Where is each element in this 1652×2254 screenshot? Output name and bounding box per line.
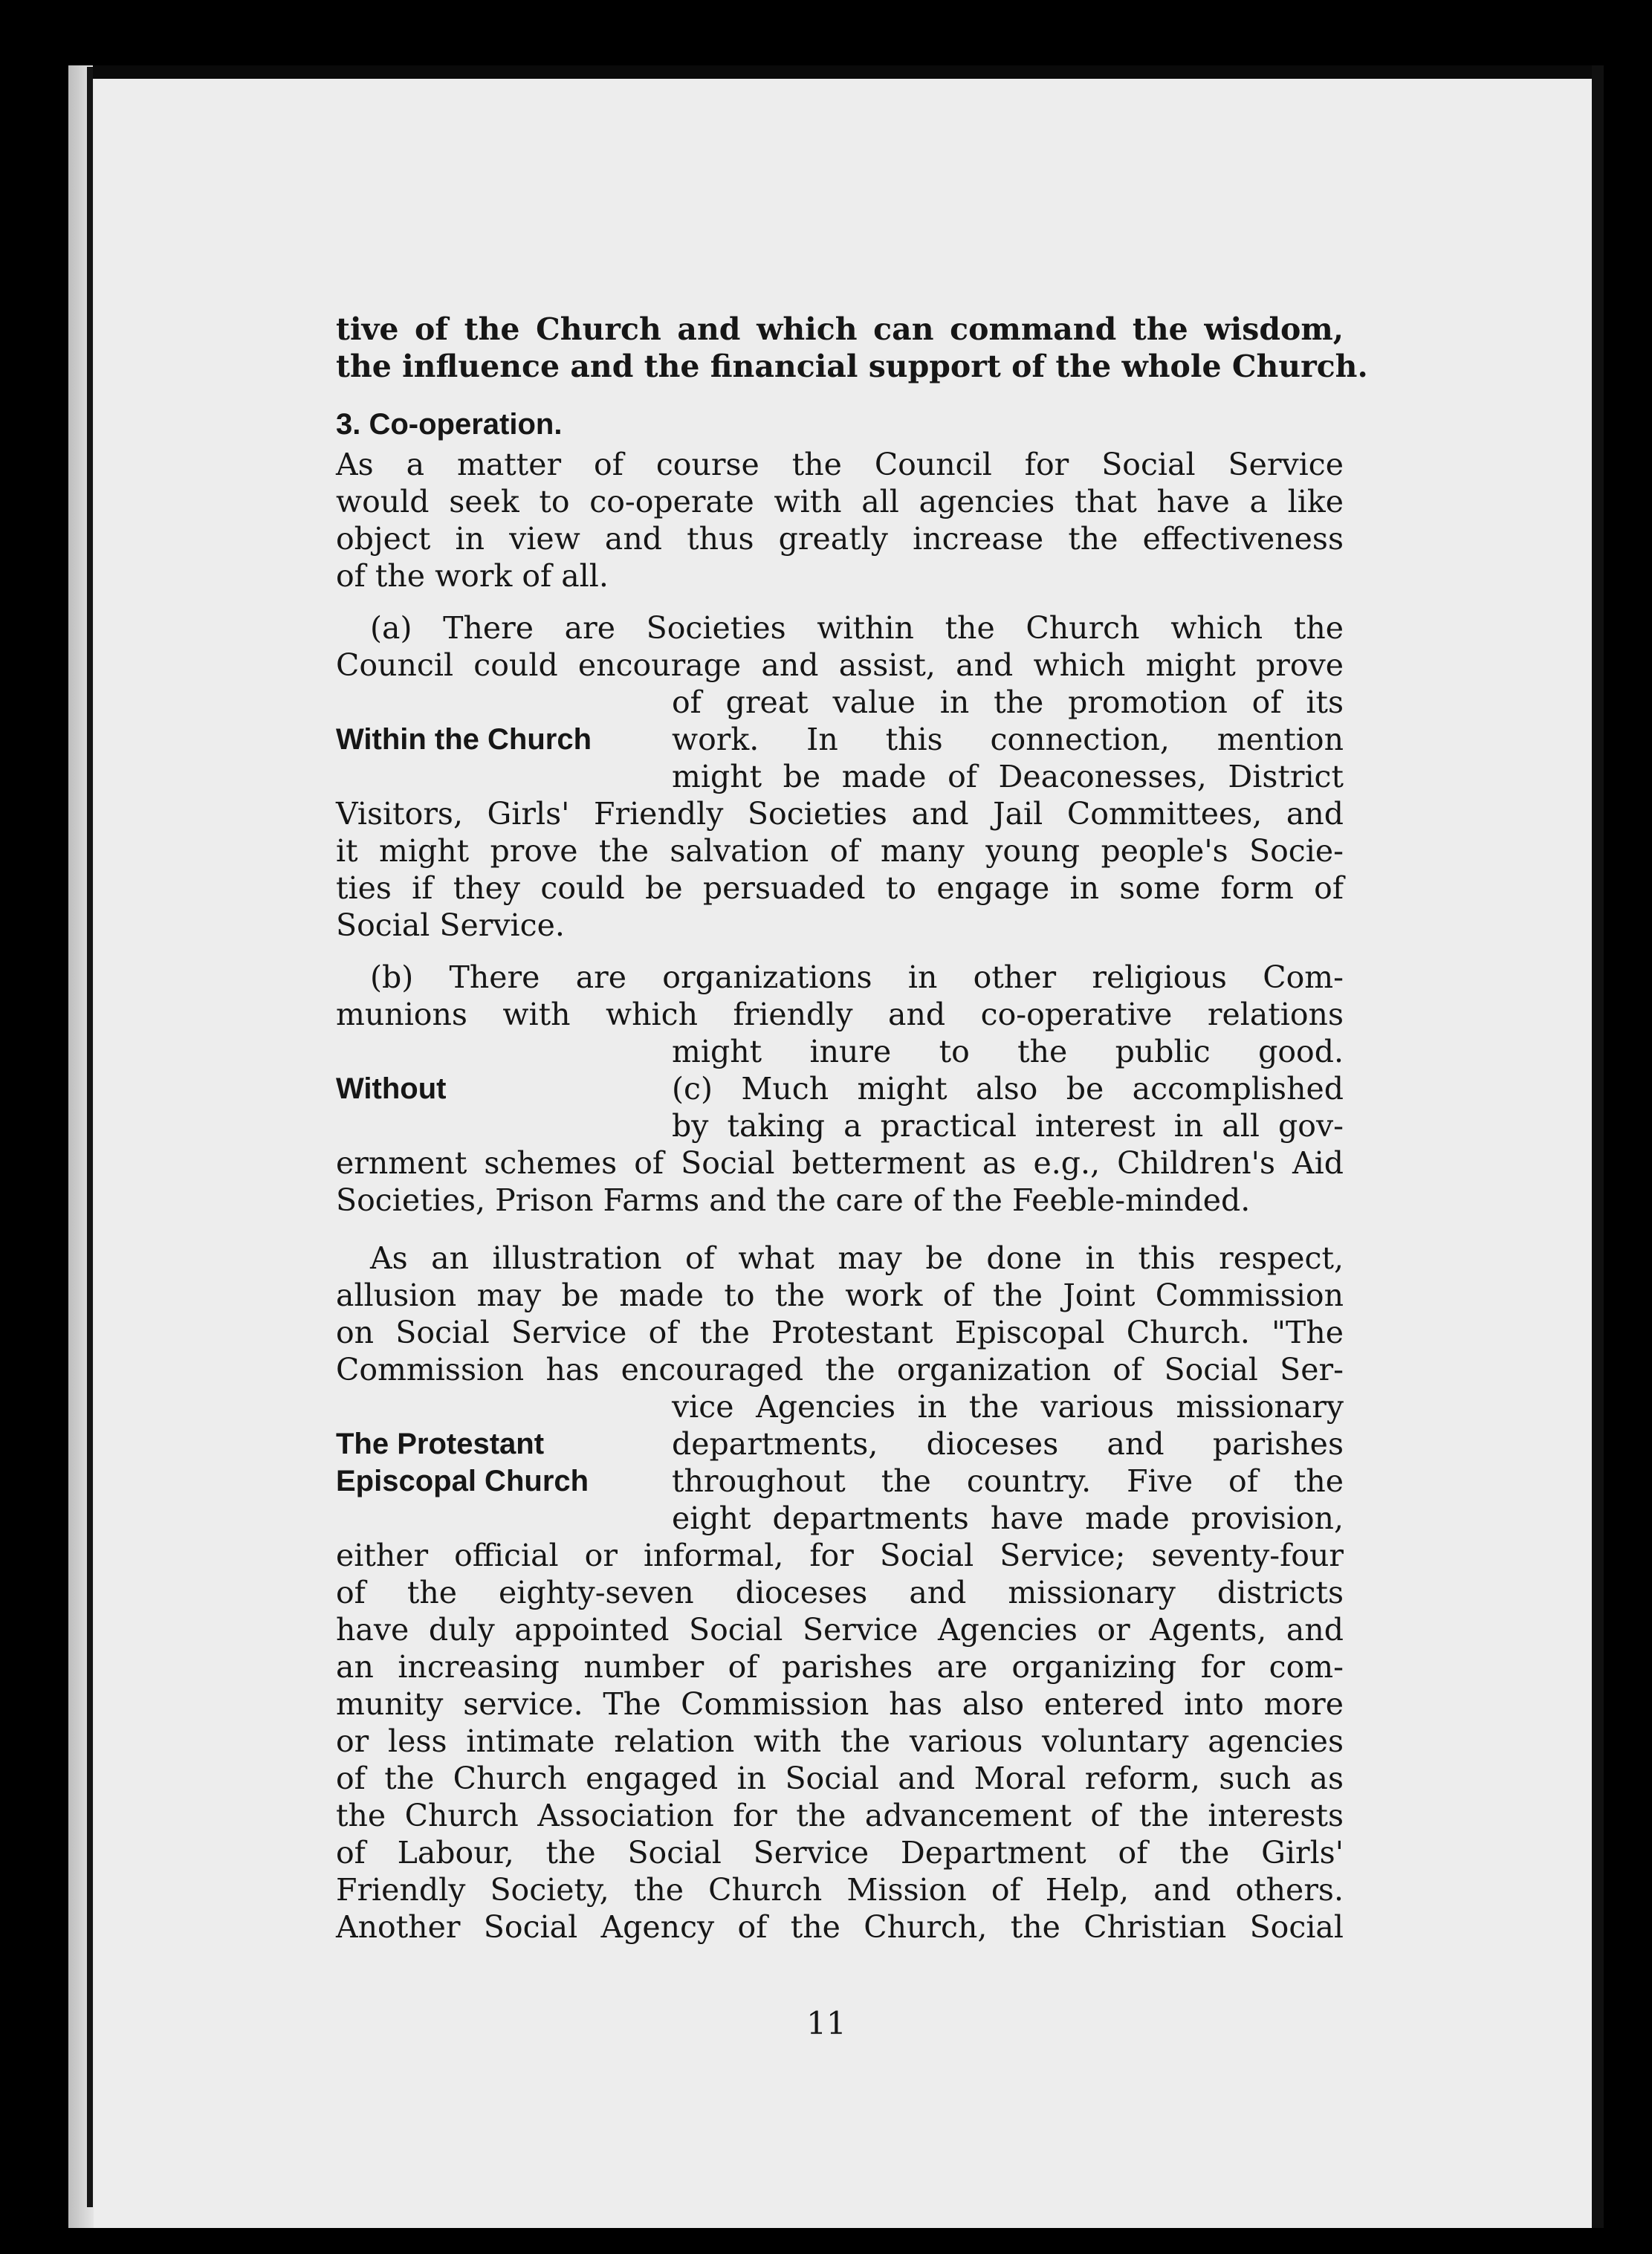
text-line: vice Agencies in the various missionary <box>672 1389 1344 1425</box>
text-line: work. In this connection, mention <box>672 722 1344 757</box>
text-line: of the work of all. <box>336 558 609 594</box>
text-line: (b) There are organizations in other religious Com- <box>370 959 1344 995</box>
margin-note-episcopal: Episcopal Church <box>336 1465 589 1497</box>
paragraph-b <box>336 959 1344 1219</box>
margin-note-row <box>336 1033 1344 1144</box>
text-line: or less intimate relation with the various voluntary agencies <box>336 1723 1344 1759</box>
text-line: ties if they could be persuaded to engage in some form of <box>336 870 1344 906</box>
text-line: Council could encourage and assist, and which might prove <box>336 647 1344 683</box>
text-line: Friendly Society, the Church Mission of Help, and others. <box>336 1872 1344 1908</box>
margin-note-without: Without <box>336 1072 447 1105</box>
paragraph-continuation <box>336 311 1368 385</box>
text-line: object in view and thus greatly increase the effectiveness <box>336 521 1344 557</box>
scan-top-border <box>93 65 1604 79</box>
margin-note-column <box>336 684 672 758</box>
text-line: eight departments have made provision, <box>672 1500 1344 1536</box>
margin-note-column <box>336 1033 672 1107</box>
margin-note-column <box>336 1388 672 1500</box>
text-line: (a) There are Societies within the Church which the <box>370 610 1344 646</box>
text-line: Commission has encouraged the organization of Social Ser- <box>336 1352 1344 1387</box>
text-line: might be made of Deaconesses, District <box>672 759 1344 794</box>
margin-note-protestant: The Protestant <box>336 1428 545 1460</box>
side-text <box>672 1388 1344 1537</box>
text-line: allusion may be made to the work of the Joint Commission <box>336 1277 1344 1313</box>
text-line: might inure to the public good. <box>672 1034 1344 1069</box>
text-line: would seek to co-operate with all agencies that have a like <box>336 484 1344 519</box>
margin-note-within-church: Within the Church <box>336 723 592 756</box>
text-line: have duly appointed Social Service Agencies or Agents, and <box>336 1612 1344 1648</box>
text-line: tive of the Church and which can command the wisdom, <box>336 311 1344 347</box>
text-line: As a matter of course the Council for Social Service <box>336 447 1344 482</box>
side-text <box>672 684 1344 795</box>
margin-note-row <box>336 684 1344 795</box>
text-line: Social Service. <box>336 907 565 943</box>
margin-note-row <box>336 1388 1344 1537</box>
text-line: an increasing number of parishes are organizing for com- <box>336 1649 1344 1685</box>
page-number: 11 <box>806 2005 846 2041</box>
text-line: by taking a practical interest in all gov- <box>672 1108 1344 1144</box>
text-line: As an illustration of what may be done in this respect, <box>370 1240 1344 1276</box>
text-line: of the Church engaged in Social and Moral reform, such as <box>336 1761 1344 1796</box>
text-line: of the eighty-seven dioceses and missionary districts <box>336 1575 1344 1610</box>
text-line: Societies, Prison Farms and the care of the Feeble-minded. <box>336 1182 1251 1218</box>
page-body <box>336 311 1368 1946</box>
text-line: (c) Much might also be accomplished <box>672 1071 1344 1107</box>
text-line: the influence and the financial support of the whole Church. <box>336 349 1368 384</box>
text-line: it might prove the salvation of many young people's Socie- <box>336 833 1344 869</box>
text-line: the Church Association for the advancement of the interests <box>336 1798 1344 1833</box>
paragraph-a <box>336 609 1344 944</box>
text-line: throughout the country. Five of the <box>672 1463 1344 1499</box>
side-text <box>672 1033 1344 1144</box>
text-line: of great value in the promotion of its <box>672 684 1344 720</box>
paragraph-illustration <box>336 1240 1344 1946</box>
binding-edge <box>87 67 93 2207</box>
text-line: on Social Service of the Protestant Episcopal Church. "The <box>336 1315 1344 1350</box>
text-line: of Labour, the Social Service Department of the Girls' <box>336 1835 1344 1871</box>
text-line: munity service. The Commission has also entered into more <box>336 1686 1344 1722</box>
text-line: Visitors, Girls' Friendly Societies and Jail Committees, and <box>336 796 1344 832</box>
text-line: departments, dioceses and parishes <box>672 1426 1344 1462</box>
section-heading: 3. Co-operation. <box>336 408 563 441</box>
text-line: munions with which friendly and co-operative relations <box>336 997 1344 1032</box>
paragraph-cooperation <box>336 446 1344 595</box>
scan-right-border <box>1592 65 1604 2228</box>
text-line: Another Social Agency of the Church, the Christian Social <box>336 1909 1344 1945</box>
text-line: either official or informal, for Social Service; seventy-four <box>336 1538 1344 1573</box>
text-line: ernment schemes of Social betterment as e.g., Children's Aid <box>336 1145 1344 1181</box>
